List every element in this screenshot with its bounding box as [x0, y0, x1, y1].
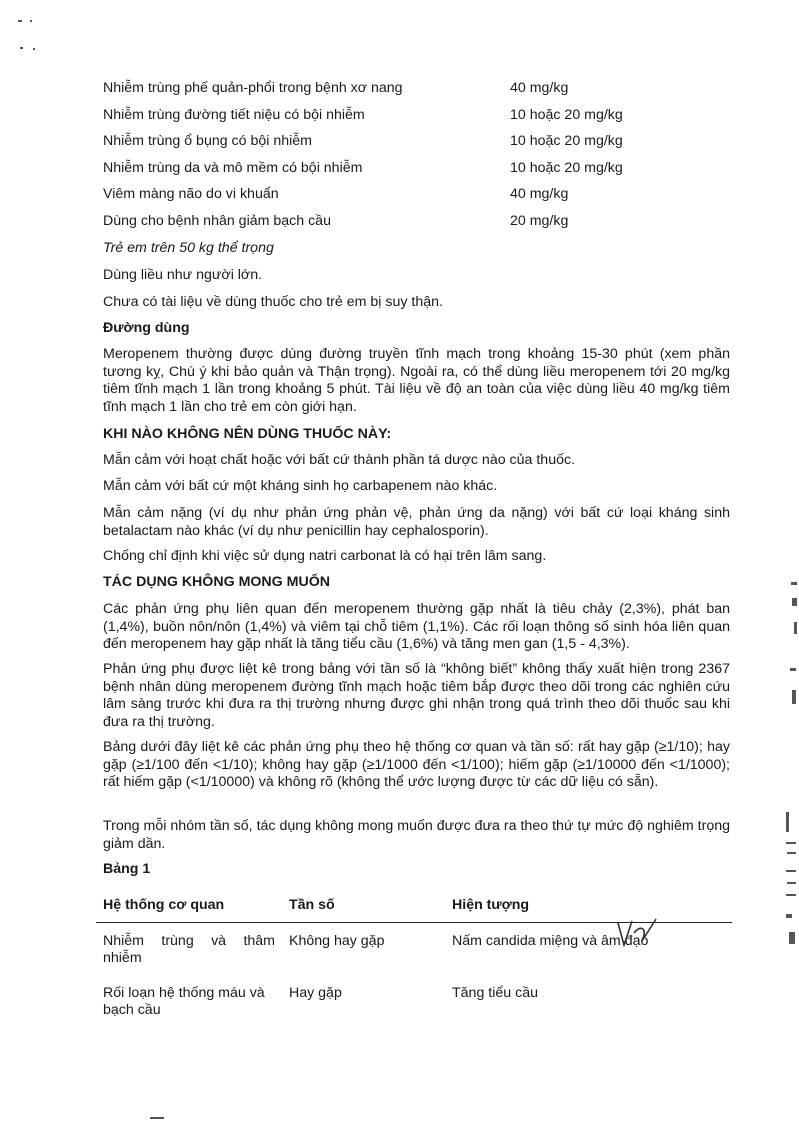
table-cell-frequency: Không hay gặp — [289, 933, 385, 949]
dose-value: 10 hoặc 20 mg/kg — [510, 160, 623, 176]
table-header-event: Hiện tượng — [452, 897, 530, 913]
adverse-heading: TÁC DỤNG KHÔNG MONG MUỐN — [103, 574, 330, 590]
adverse-paragraph: Bảng dưới đây liệt kê các phản ứng phụ theo hệ thống cơ quan và tần số: rất hay gặp (≥1/10); hay gặp (≥1/100 đến <1/10); không hay gặp (≥1/1000 đến <1/100); hiếm gặp (≥1/10000 đến <1/1000); rất hiếm gặp (<1/10000) và không rõ (không thể ước lượng được từ các dữ liệu có sẵn). — [103, 739, 730, 790]
table-caption: Bảng 1 — [103, 861, 151, 877]
renal-note: Chưa có tài liệu về dùng thuốc cho trẻ em bị suy thận. — [103, 294, 443, 310]
adverse-paragraph: Phản ứng phụ được liệt kê trong bảng với tần số là “không biết” không thấy xuất hiện trong 2367 bệnh nhân dùng meropenem đường tĩnh mạch hoặc tiêm bắp được theo dõi trong các nghiên cứu lâm sàng trước khi đưa ra thị trường nhưng được ghi nhận trong quá trình theo dõi thuốc sau khi đưa ra thị trường. — [103, 661, 730, 730]
contraindication-item: Mẫn cảm nặng (ví dụ như phản ứng phản vệ, phản ứng da nặng) với bất cứ loại kháng sinh betalactam nào khác (ví dụ như penicillin hay cephalosporin). — [103, 505, 730, 539]
adverse-paragraph: Trong mỗi nhóm tần số, tác dụng không mong muốn được đưa ra theo thứ tự mức độ nghiêm trọng giảm dần. — [103, 818, 730, 852]
table-cell-system: Rối loạn hệ thống máu và bạch cầu — [103, 985, 265, 1018]
table-cell-event: Nấm candida miệng và âm đạo — [452, 933, 649, 949]
table-cell-system: Nhiễm trùng và thâm nhiễm — [103, 933, 275, 966]
dose-value: 10 hoặc 20 mg/kg — [510, 133, 623, 149]
contraindication-item: Chống chỉ định khi việc sử dụng natri carbonat là có hại trên lâm sang. — [103, 548, 547, 564]
dose-condition: Nhiễm trùng phế quản-phổi trong bệnh xơ nang — [103, 80, 403, 96]
dose-condition: Nhiễm trùng ổ bụng có bội nhiễm — [103, 133, 312, 149]
adverse-paragraph: Các phản ứng phụ liên quan đến meropenem thường gặp nhất là tiêu chảy (2,3%), phát ban (1,4%), buồn nôn/nôn (1,4%) và viêm tại chỗ tiêm (1,1%). Các rối loạn thông số sinh hóa liên quan đến meropenem hay gặp nhất là tăng tiểu cầu (1,6%) và tăng men gan (1,5 - 4,3%). — [103, 601, 730, 652]
route-paragraph: Meropenem thường được dùng đường truyền tĩnh mạch trong khoảng 15-30 phút (xem phần tương kỵ, Chú ý khi bảo quản và Thận trọng). Ngoài ra, có thể dùng liều meropenem tới 20 mg/kg tiêm tĩnh mạch 1 lần trong khoảng 5 phút. Tài liệu về độ an toàn của việc dùng liều 40 mg/kg tiêm tĩnh mạch 1 lần cho trẻ em còn giới hạn. — [103, 346, 730, 415]
contraindication-item: Mẫn cảm với bất cứ một kháng sinh họ carbapenem nào khác. — [103, 478, 498, 494]
table-header-frequency: Tần số — [289, 897, 335, 913]
table-header-system: Hệ thống cơ quan — [103, 897, 225, 913]
contraindications-heading: KHI NÀO KHÔNG NÊN DÙNG THUỐC NÀY: — [103, 426, 392, 442]
children-text: Dùng liều như người lớn. — [103, 267, 263, 283]
children-heading: Trẻ em trên 50 kg thể trọng — [103, 240, 274, 256]
dose-value: 40 mg/kg — [510, 186, 569, 202]
route-heading: Đường dùng — [103, 320, 190, 336]
dose-condition: Nhiễm trùng da và mô mềm có bội nhiễm — [103, 160, 363, 176]
dose-value: 10 hoặc 20 mg/kg — [510, 107, 623, 123]
dose-condition: Viêm màng não do vi khuẩn — [103, 186, 279, 202]
table-cell-frequency: Hay gặp — [289, 985, 342, 1001]
dose-condition: Dùng cho bệnh nhân giảm bạch cầu — [103, 213, 331, 229]
dose-condition: Nhiễm trùng đường tiết niệu có bội nhiễm — [103, 107, 365, 123]
dose-value: 40 mg/kg — [510, 80, 569, 96]
table-cell-event: Tăng tiểu cầu — [452, 985, 538, 1001]
dose-value: 20 mg/kg — [510, 213, 569, 229]
contraindication-item: Mẫn cảm với hoạt chất hoặc với bất cứ thành phần tá dược nào của thuốc. — [103, 452, 576, 468]
